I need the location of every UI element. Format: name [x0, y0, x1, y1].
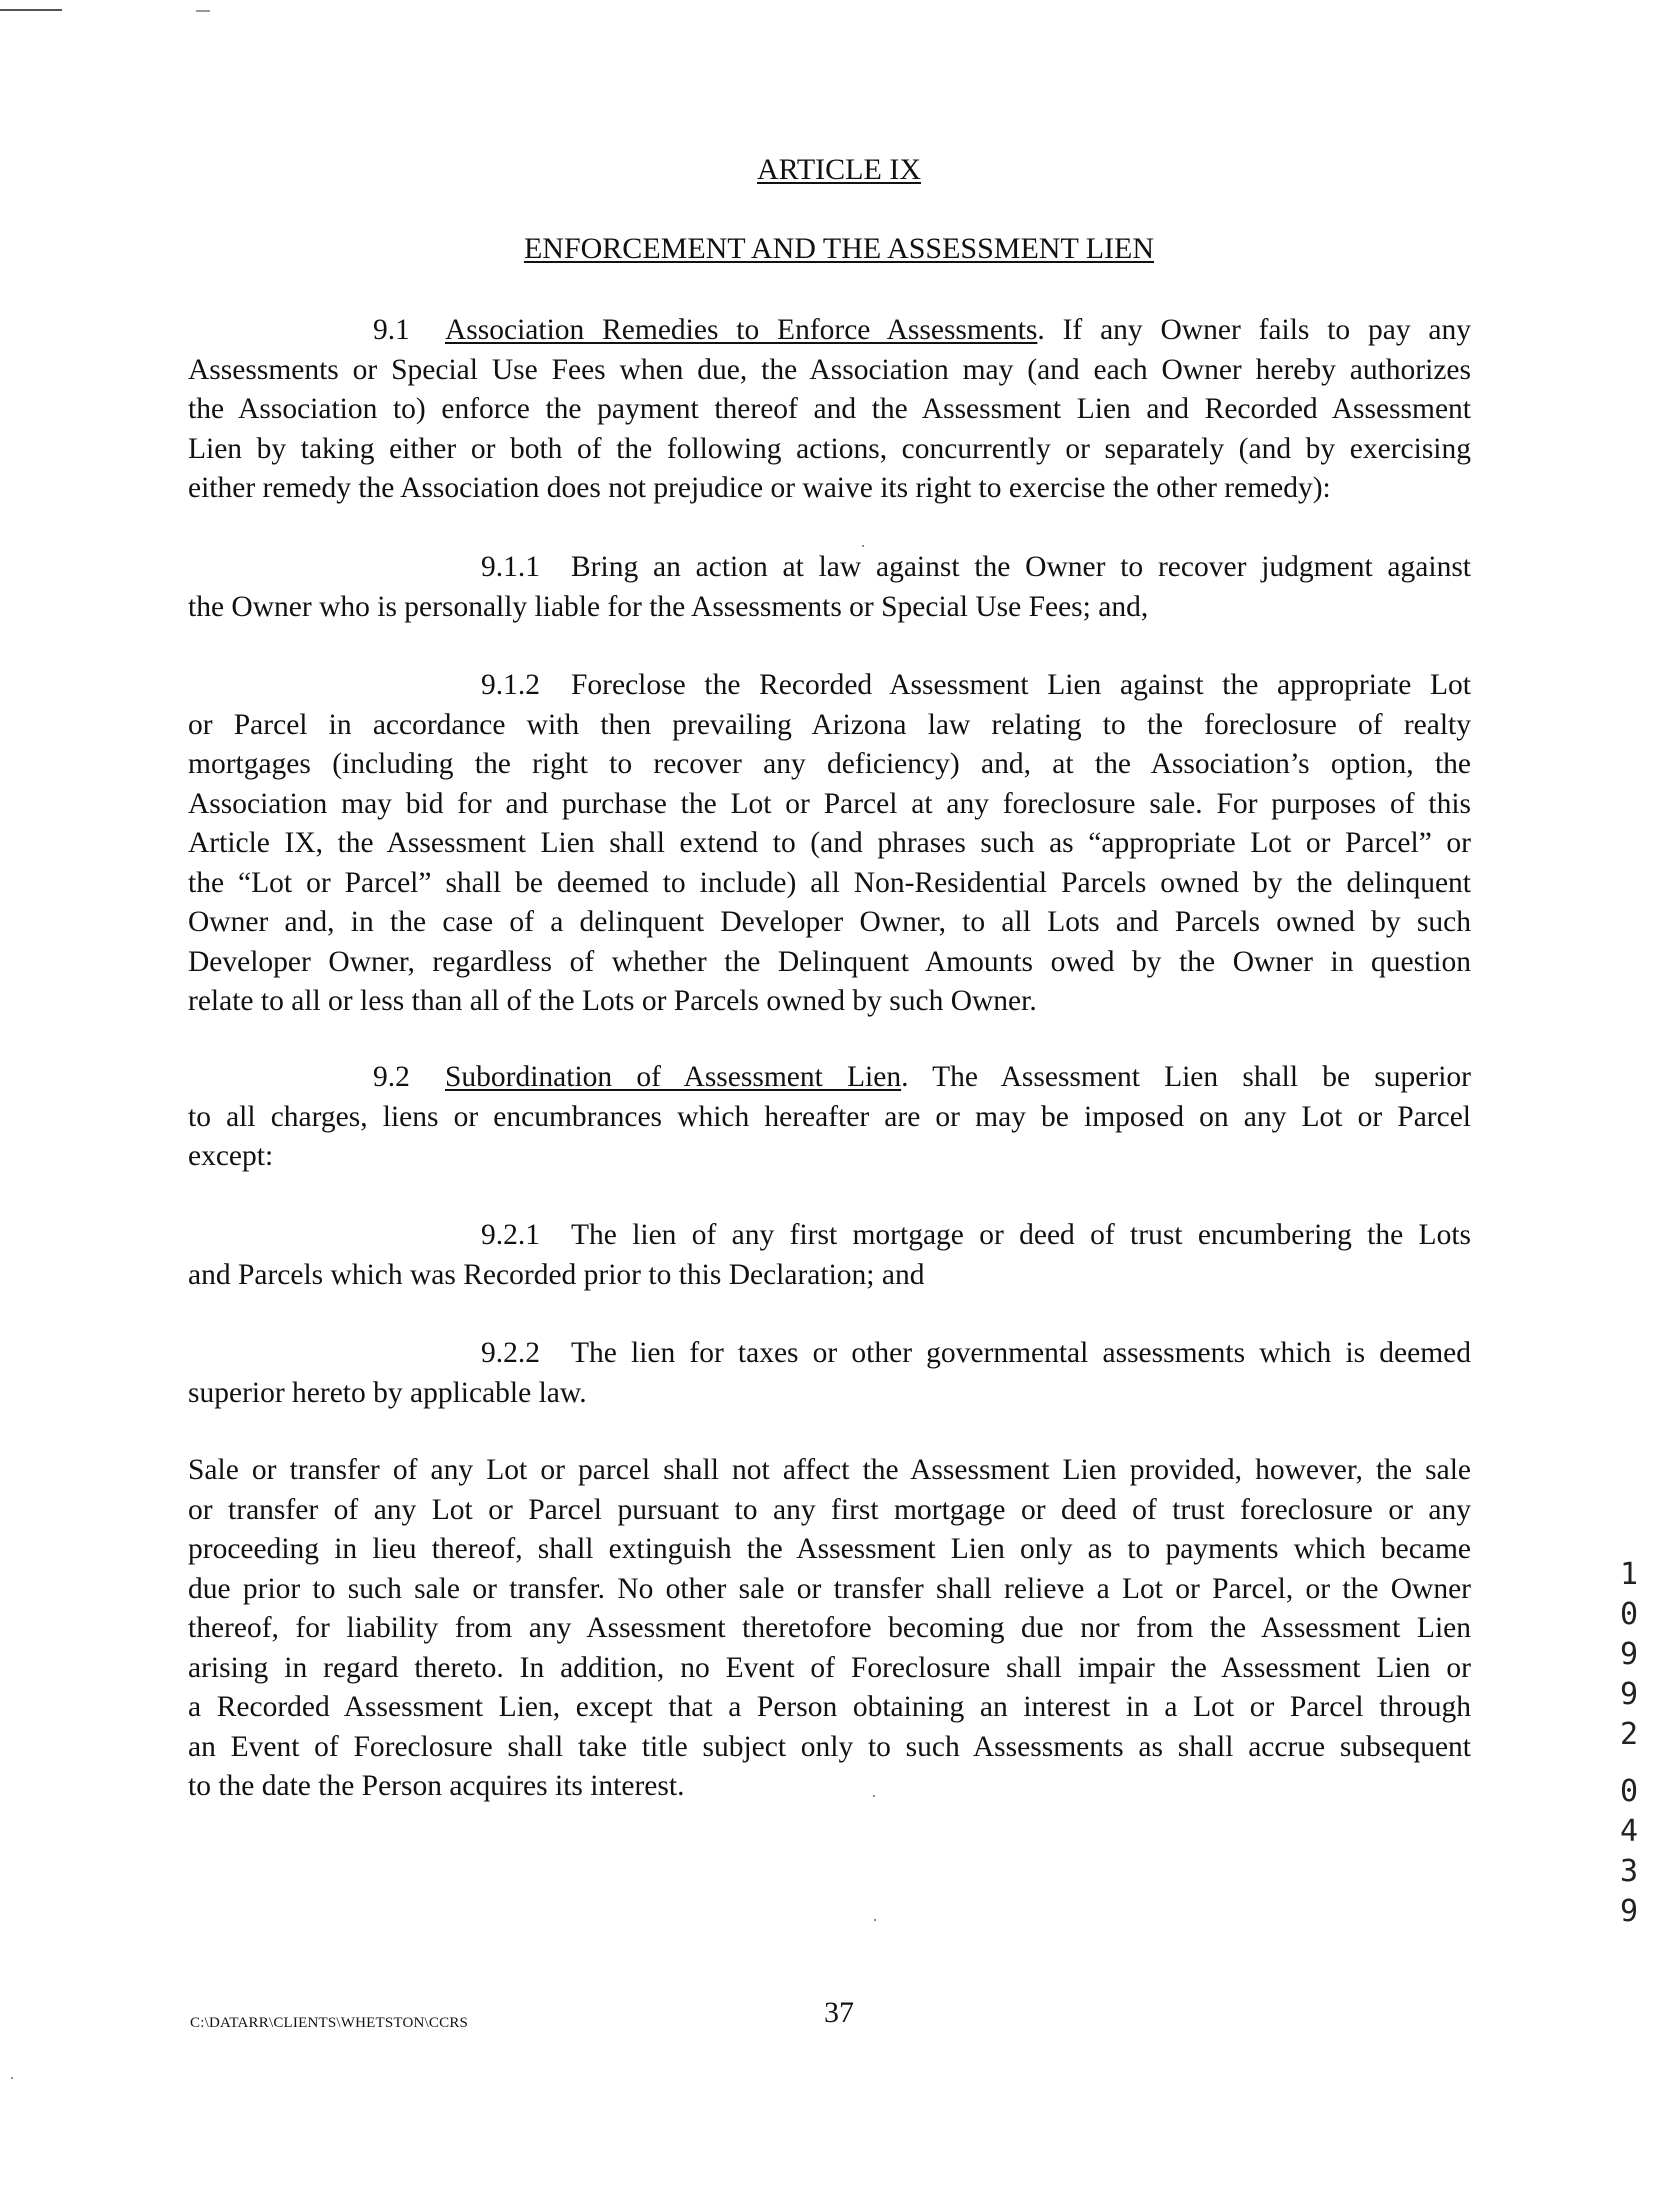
- article-title: ARTICLE IX: [756, 153, 921, 186]
- scan-speck: [11, 2077, 13, 2079]
- stamp-digit: 0: [1619, 1774, 1639, 1809]
- section-number: 9.2: [373, 1061, 410, 1093]
- text-line: Lien by taking either or both of the following actions, concurrently or separately (and by exercising: [188, 432, 1471, 465]
- text-line: superior hereto by applicable law.: [188, 1376, 587, 1409]
- text-line: The lien for taxes or other governmental assessments which is deemed: [571, 1337, 1471, 1369]
- page-number: 37: [824, 1996, 854, 2029]
- scan-speck: [874, 1919, 876, 1921]
- text-line: proceeding in lieu thereof, shall extinguish the Assessment Lien only as to payments which became: [188, 1533, 1471, 1565]
- stamp-digit: 9: [1619, 1677, 1639, 1712]
- section-number: 9.2.1: [481, 1219, 540, 1251]
- text-line: relate to all or less than all of the Lots or Parcels owned by such Owner.: [188, 985, 1037, 1017]
- text-line: due prior to such sale or transfer. No other sale or transfer shall relieve a Lot or Parcel, or the Owner: [188, 1572, 1471, 1605]
- section-number: 9.1.1: [481, 551, 540, 583]
- text-line: The lien of any first mortgage or deed of trust encumbering the Lots: [571, 1219, 1471, 1251]
- stamp-digit: 9: [1619, 1637, 1639, 1672]
- section-9-2-2: [188, 1334, 1471, 1413]
- section-number: 9.1.2: [481, 669, 540, 701]
- stamp-digit: 0: [1619, 1597, 1639, 1632]
- text-line: . If any Owner fails to pay any: [1037, 314, 1471, 346]
- section-number: 9.1: [373, 314, 410, 346]
- scan-edge-dash: [196, 10, 210, 12]
- text-line: Owner and, in the case of a delinquent Developer Owner, to all Lots and Parcels owned by such: [188, 906, 1471, 938]
- text-line: mortgages (including the right to recover any deficiency) and, at the Association’s option, the: [188, 748, 1471, 780]
- text-line: Bring an action at law against the Owner to recover judgment against: [571, 551, 1471, 583]
- text-line: or Parcel in accordance with then prevailing Arizona law relating to the foreclosure of realty: [188, 708, 1471, 741]
- section-9-1: [188, 311, 1471, 509]
- text-line: . The Assessment Lien shall be superior: [901, 1061, 1471, 1093]
- text-line: the “Lot or Parcel” shall be deemed to include) all Non-Residential Parcels owned by the delinquent: [188, 866, 1471, 899]
- text-line: to the date the Person acquires its interest.: [188, 1770, 685, 1802]
- text-line: arising in regard thereto. In addition, no Event of Foreclosure shall impair the Assessment Lien or: [188, 1651, 1471, 1684]
- text-line: either remedy the Association does not prejudice or waive its right to exercise the other remedy):: [188, 472, 1331, 504]
- footer-file-path: C:\DATARR\CLIENTS\WHETSTON\CCRS: [190, 2015, 469, 2031]
- stamp-digit: 1: [1619, 1557, 1639, 1592]
- stamp-digit: 9: [1619, 1894, 1639, 1929]
- text-line: or transfer of any Lot or Parcel pursuant to any first mortgage or deed of trust foreclosure or any: [188, 1493, 1471, 1526]
- section-9-1-1: [188, 548, 1471, 627]
- text-line: Developer Owner, regardless of whether the Delinquent Amounts owed by the Owner in question: [188, 945, 1471, 978]
- text-line: Association may bid for and purchase the Lot or Parcel at any foreclosure sale. For purposes of this: [188, 787, 1471, 820]
- section-number: 9.2.2: [481, 1337, 540, 1369]
- text-line: the Owner who is personally liable for the Assessments or Special Use Fees; and,: [188, 590, 1149, 623]
- text-line: Sale or transfer of any Lot or parcel shall not affect the Assessment Lien provided, however, the sale: [188, 1454, 1471, 1486]
- article-subtitle: ENFORCEMENT AND THE ASSESSMENT LIEN: [523, 232, 1155, 265]
- text-line: and Parcels which was Recorded prior to this Declaration; and: [188, 1258, 925, 1291]
- scan-edge-line: [0, 9, 62, 11]
- section-9-2: [188, 1058, 1471, 1177]
- text-line: to all charges, liens or encumbrances which hereafter are or may be imposed on any Lot or Parcel: [188, 1100, 1471, 1133]
- recording-stamp-bottom: [1614, 1772, 1644, 1932]
- stamp-digit: 2: [1619, 1717, 1639, 1752]
- text-line: thereof, for liability from any Assessment theretofore becoming due nor from the Assessment Lien: [188, 1612, 1471, 1644]
- text-line: the Association to) enforce the payment thereof and the Assessment Lien and Recorded Assessment: [188, 393, 1471, 425]
- recording-stamp-top: [1614, 1555, 1644, 1755]
- stamp-digit: 3: [1619, 1854, 1639, 1889]
- text-line: Foreclose the Recorded Assessment Lien against the appropriate Lot: [571, 669, 1471, 701]
- scan-speck: [862, 545, 864, 547]
- closing-paragraph: [188, 1451, 1471, 1807]
- text-line: except:: [188, 1140, 274, 1172]
- text-line: Article IX, the Assessment Lien shall extend to (and phrases such as “appropriate Lot or Parcel” or: [188, 827, 1471, 859]
- section-9-2-1: [188, 1216, 1471, 1295]
- section-heading: Subordination of Assessment Lien: [445, 1061, 902, 1093]
- text-line: an Event of Foreclosure shall take title subject only to such Assessments as shall accrue subsequent: [188, 1730, 1471, 1763]
- section-heading: Association Remedies to Enforce Assessments: [445, 314, 1038, 346]
- text-line: a Recorded Assessment Lien, except that a Person obtaining an interest in a Lot or Parcel through: [188, 1691, 1471, 1723]
- stamp-digit: 4: [1619, 1814, 1639, 1849]
- section-9-1-2: [188, 666, 1471, 1022]
- text-line: Assessments or Special Use Fees when due, the Association may (and each Owner hereby authorizes: [188, 353, 1471, 386]
